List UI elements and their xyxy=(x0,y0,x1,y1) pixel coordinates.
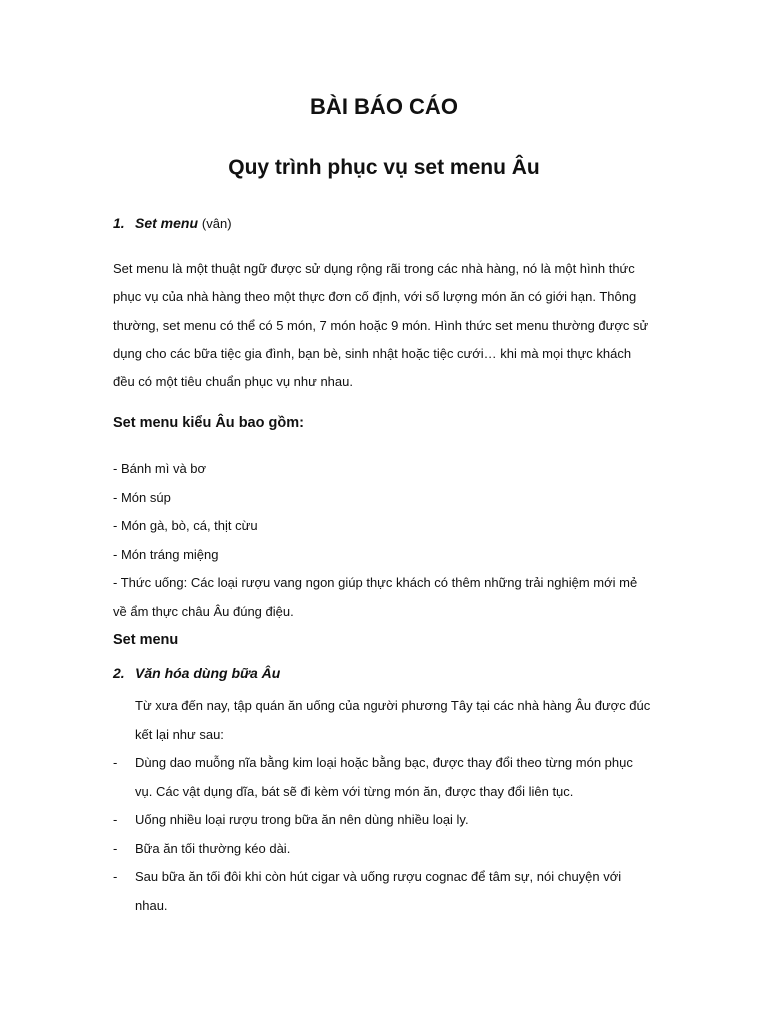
section-1-number: 1. xyxy=(113,215,125,231)
european-set-menu-heading: Set menu kiểu Âu bao gồm: xyxy=(113,415,304,431)
list-item: - Món súp xyxy=(113,489,171,505)
menu-items-list xyxy=(113,455,683,627)
bullet-line: vụ. Các vật dụng dĩa, bát sẽ đi kèm với từng món ăn, được thay đổi liên tục. xyxy=(135,783,574,799)
bullet-line: Bữa ăn tối thường kéo dài. xyxy=(135,841,291,856)
list-item: - Bánh mì và bơ xyxy=(113,461,207,476)
list-item: - Món gà, bò, cá, thịt cừu xyxy=(113,518,258,534)
set-menu-subheading: Set menu xyxy=(113,632,179,648)
section-2-number: 2. xyxy=(113,665,125,681)
intro-line: Từ xưa đến nay, tập quán ăn uống của người phương Tây tại các nhà hàng Âu được đúc xyxy=(135,698,651,713)
bullet-dash: - xyxy=(113,869,118,884)
section-2-heading xyxy=(113,665,280,681)
bullet-line: Sau bữa ăn tối đôi khi còn hút cigar và uống rượu cognac để tâm sự, nói chuyện với xyxy=(135,869,622,884)
list-item: về ẩm thực châu Âu đúng điệu. xyxy=(113,603,294,619)
section-2-title: Văn hóa dùng bữa Âu xyxy=(135,665,281,681)
section-2-intro xyxy=(135,692,675,749)
paragraph-line: dụng cho các bữa tiệc gia đình, bạn bè, sinh nhật hoặc tiệc cưới… khi mà mọi thực khách xyxy=(113,345,632,361)
paragraph-line: đều có một tiêu chuẩn phục vụ như nhau. xyxy=(113,374,353,390)
section-1-note: (vân) xyxy=(201,216,232,231)
intro-paragraph xyxy=(113,255,683,396)
document-title: BÀI BÁO CÁO xyxy=(310,94,458,119)
bullet-line: Dùng dao muỗng nĩa bằng kim loại hoặc bằng bạc, được thay đổi theo từng món phục xyxy=(135,755,633,770)
section-1-title: Set menu xyxy=(135,215,199,231)
paragraph-line: phục vụ của nhà hàng theo một thực đơn cố định, với số lượng món ăn có giới hạn. Thông xyxy=(113,289,637,305)
intro-line: kết lại như sau: xyxy=(135,726,224,742)
document-subtitle: Quy trình phục vụ set menu Âu xyxy=(228,156,540,179)
bullet-line: nhau. xyxy=(135,897,168,913)
bullet-dash: - xyxy=(113,812,118,827)
paragraph-line: thường, set menu có thể có 5 món, 7 món hoặc 9 món. Hình thức set menu thường được sử xyxy=(113,317,649,333)
bullet-dash: - xyxy=(113,841,118,856)
list-item: - Món tráng miệng xyxy=(113,546,219,562)
bullet-dash: - xyxy=(113,755,118,770)
bullet-line: Uống nhiều loại rượu trong bữa ăn nên dùng nhiều loại ly. xyxy=(135,812,469,827)
paragraph-line: Set menu là một thuật ngữ được sử dụng rộng rãi trong các nhà hàng, nó là một hình thức xyxy=(113,261,635,276)
list-item: - Thức uống: Các loại rượu vang ngon giúp thực khách có thêm những trải nghiệm mới mẻ xyxy=(113,575,638,591)
section-1-heading xyxy=(113,215,232,231)
